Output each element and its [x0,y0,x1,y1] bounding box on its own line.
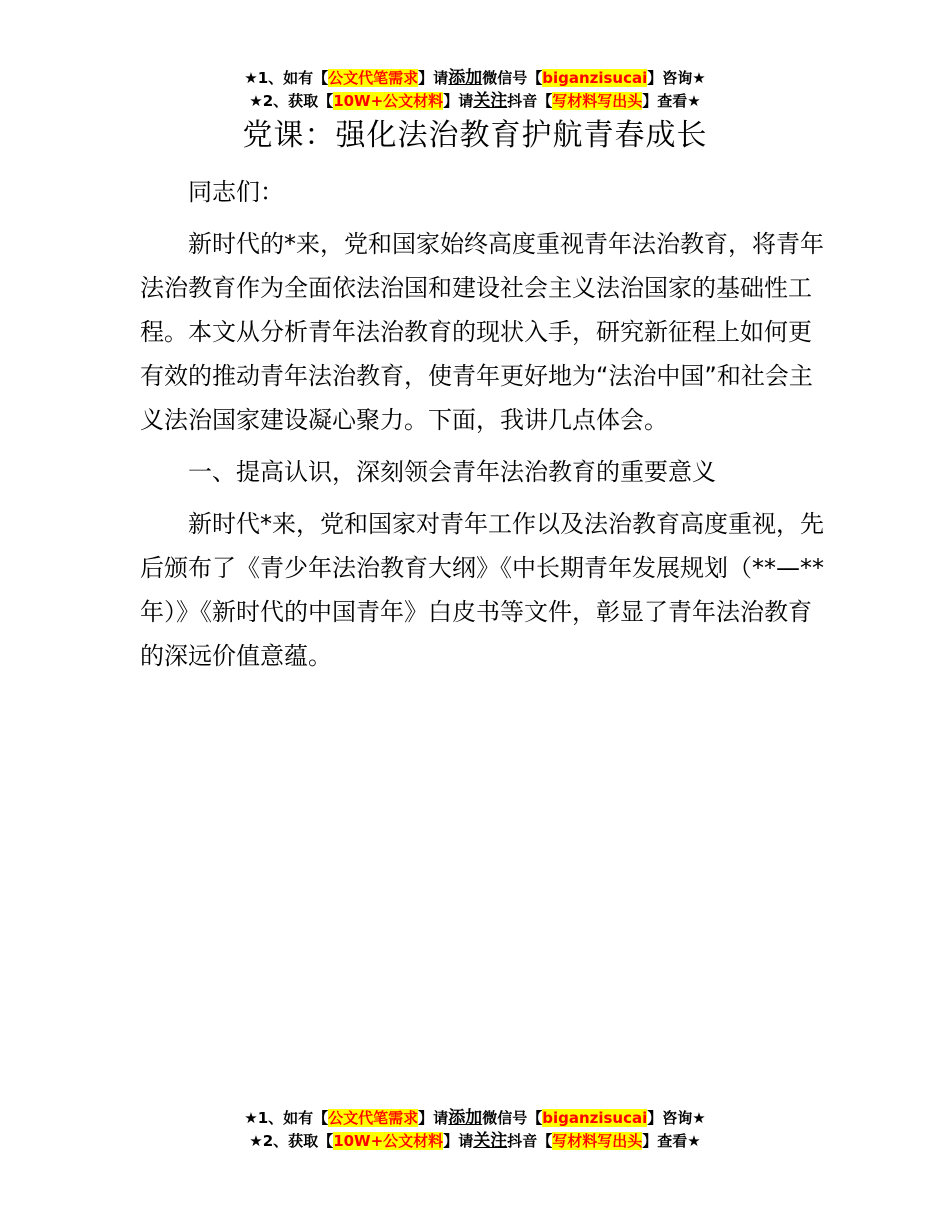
banner-line-1 [0,1107,950,1130]
banner-text: ★2、获取【 [249,1132,334,1150]
highlight-ghostwriting: 公文代笔需求 [328,69,419,87]
document-body [140,170,830,686]
banner-text: 】查看★ [642,1132,701,1150]
document-title: 党课：强化法治教育护航青春成长 [242,118,708,153]
banner-text: 】请 [443,92,474,110]
banner-emphasis: 添加 [448,68,483,88]
banner-text: 微信号【 [482,1109,543,1127]
banner-text: 抖音【 [507,92,553,110]
banner-text: 微信号【 [482,69,543,87]
banner-text: 】请 [443,1132,474,1150]
highlight-douyin: 写材料写出头 [552,92,643,110]
section-heading: 一、提高认识，深刻领会青年法治教育的重要意义 [188,458,716,486]
banner-text: 】请 [418,69,449,87]
banner-emphasis: 关注 [473,91,508,111]
highlight-wechat-id: biganzisucai [542,69,648,87]
highlight-materials: 10W+公文材料 [333,92,444,110]
banner-emphasis: 关注 [473,1131,508,1151]
banner-text: 】咨询★ [647,1109,706,1127]
banner-text: 】请 [418,1109,449,1127]
highlight-ghostwriting: 公文代笔需求 [328,1109,419,1127]
highlight-materials: 10W+公文材料 [333,1132,444,1150]
banner-text: ★1、如有【 [244,69,329,87]
banner-line-1 [0,67,950,90]
footer-banner [0,1107,950,1153]
banner-emphasis: 添加 [448,1108,483,1128]
banner-line-2 [0,90,950,113]
highlight-douyin: 写材料写出头 [552,1132,643,1150]
banner-text: 】查看★ [642,92,701,110]
banner-text: ★1、如有【 [244,1109,329,1127]
body-paragraph: 新时代*来，党和国家对青年工作以及法治教育高度重视，先后颁布了《青少年法治教育大纲》《中长期青年发展规划（**—**年）》《新时代的中国青年》白皮书等文件，彰显了青年法治教育的深远价值意蕴。 [140,510,824,670]
banner-text: 】咨询★ [647,69,706,87]
intro-paragraph: 新时代的*来，党和国家始终高度重视青年法治教育，将青年法治教育作为全面依法治国和建设社会主义法治国家的基础性工程。本文从分析青年法治教育的现状入手，研究新征程上如何更有效的推动青年法治教育，使青年更好地为“法治中国”和社会主义法治国家建设凝心聚力。下面，我讲几点体会。 [140,230,824,434]
highlight-wechat-id: biganzisucai [542,1109,648,1127]
banner-text: 抖音【 [507,1132,553,1150]
header-banner [0,67,950,113]
banner-line-2 [0,1130,950,1153]
salutation: 同志们： [188,178,284,206]
banner-text: ★2、获取【 [249,92,334,110]
